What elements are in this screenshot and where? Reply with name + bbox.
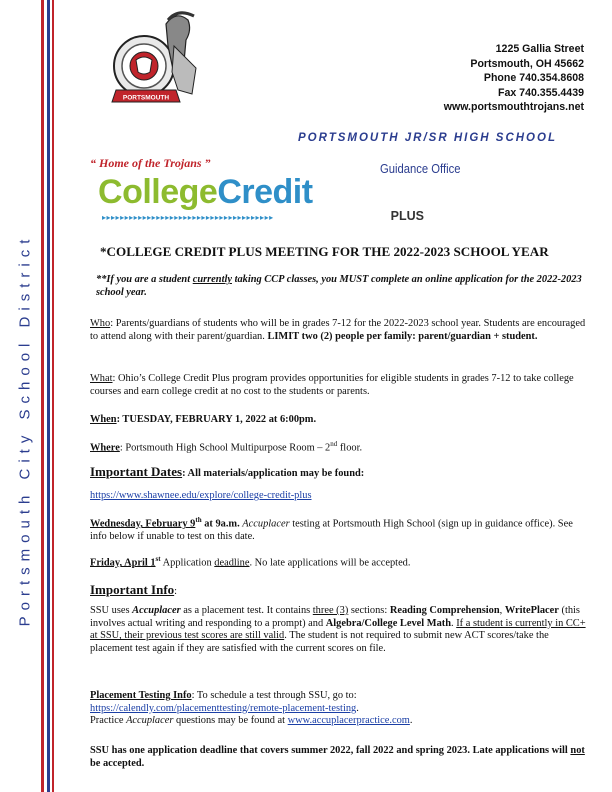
ccp-info-link — [90, 490, 588, 503]
ccp-logo-plus: PLUS — [390, 209, 424, 223]
school-name: PORTSMOUTH JR/SR HIGH SCHOOL — [298, 132, 557, 144]
accuplacer-testing-date: Wednesday, February 9th at 9a.m. Accuplacer testing at Portsmouth High School (sign up in guidance office). See info below if unable to test on this date. — [90, 516, 573, 543]
address-street: 1225 Gallia Street — [495, 43, 584, 55]
school-address — [444, 42, 584, 115]
where-section: Where: Portsmouth High School Multipurpose Room – 2nd floor. — [90, 440, 363, 454]
address-phone: Phone 740.354.8608 — [483, 72, 584, 85]
what-section: What: Ohio’s College Credit Plus program provides opportunities for eligible students in grades 7-12 to take college courses and earn college credit at no cost to the students or parents. — [90, 373, 574, 397]
guidance-office-label: Guidance Office — [380, 162, 461, 176]
placement-testing-section: Placement Testing Info: To schedule a test through SSU, go to: https://calendly.com/placementtesting/remote-placement-testing. Practice Accuplacer questions may be found at www.accuplacerpractice.com. — [90, 690, 413, 727]
shawnee-ccp-link[interactable]: https://www.shawnee.edu/explore/college-credit-plus — [90, 490, 312, 501]
ccp-logo-c2: C — [217, 173, 242, 211]
border-blue-line — [47, 0, 50, 792]
border-red-line — [41, 0, 44, 792]
important-info-text: SSU uses Accuplacer as a placement test. It contains three (3) sections: Reading Comprehension, WritePlacer (this involves actual writing and responding to a prompt) and Algebra/College Level Math. If a student is currently in CC+ at SSU, their previous test scores are still valid. The student is not required to submit new ACT scores/take the placement test again if they are satisfied with the current scores on file. — [90, 605, 586, 654]
page-title: *COLLEGE CREDIT PLUS MEETING FOR THE 2022-2023 SCHOOL YEAR — [100, 244, 549, 259]
application-deadline-date: Friday, April 1st Application deadline. No late applications will be accepted. — [90, 555, 411, 569]
when-section: When: TUESDAY, FEBRUARY 1, 2022 at 6:00pm. — [90, 414, 317, 425]
district-name: Portsmouth City School District — [16, 233, 34, 627]
school-motto: “ Home of the Trojans ” — [90, 156, 211, 170]
district-sidebar — [14, 130, 36, 730]
trojan-logo-icon — [96, 6, 216, 116]
important-info-heading: Important Info: — [90, 582, 178, 597]
border-red-line-inner — [52, 0, 54, 792]
address-fax: Fax 740.355.4439 — [497, 86, 584, 99]
accuplacer-practice-link[interactable]: www.accuplacerpractice.com — [287, 715, 410, 727]
ccp-logo-redit: redit — [241, 173, 313, 211]
logo-banner-text: PORTSMOUTH — [122, 94, 170, 102]
address-city: Portsmouth, OH 45662 — [470, 57, 584, 70]
ccp-logo-arrows: ▸▸▸▸▸▸▸▸▸▸▸▸▸▸▸▸▸▸▸▸▸▸▸▸▸▸▸▸▸▸▸▸▸▸▸▸▸▸ — [102, 213, 274, 222]
ccp-logo-ollege: ollege — [122, 173, 218, 211]
calendly-placement-link[interactable]: https://calendly.com/placementtesting/remote-placement-testing — [90, 702, 357, 714]
college-credit-plus-logo — [98, 174, 428, 230]
important-dates-heading: Important Dates: All materials/application may be found: — [90, 464, 365, 479]
who-section: Who: Parents/guardians of students who will be in grades 7-12 for the 2022-2023 school year. Students are encouraged to attend along with their parent/guardian. LIMIT two (2) people per family: parent/guardian + student. — [90, 318, 586, 342]
ccp-logo-c1: C — [98, 173, 123, 211]
final-deadline-note: SSU has one application deadline that covers summer 2022, fall 2022 and spring 2023. Late applications will not be accepted. — [90, 745, 585, 769]
current-student-note: **If you are a student currently taking CCP classes, you MUST complete an online application for the 2022-2023 school year. — [96, 274, 582, 298]
address-website[interactable]: www.portsmouthtrojans.net — [443, 101, 584, 114]
